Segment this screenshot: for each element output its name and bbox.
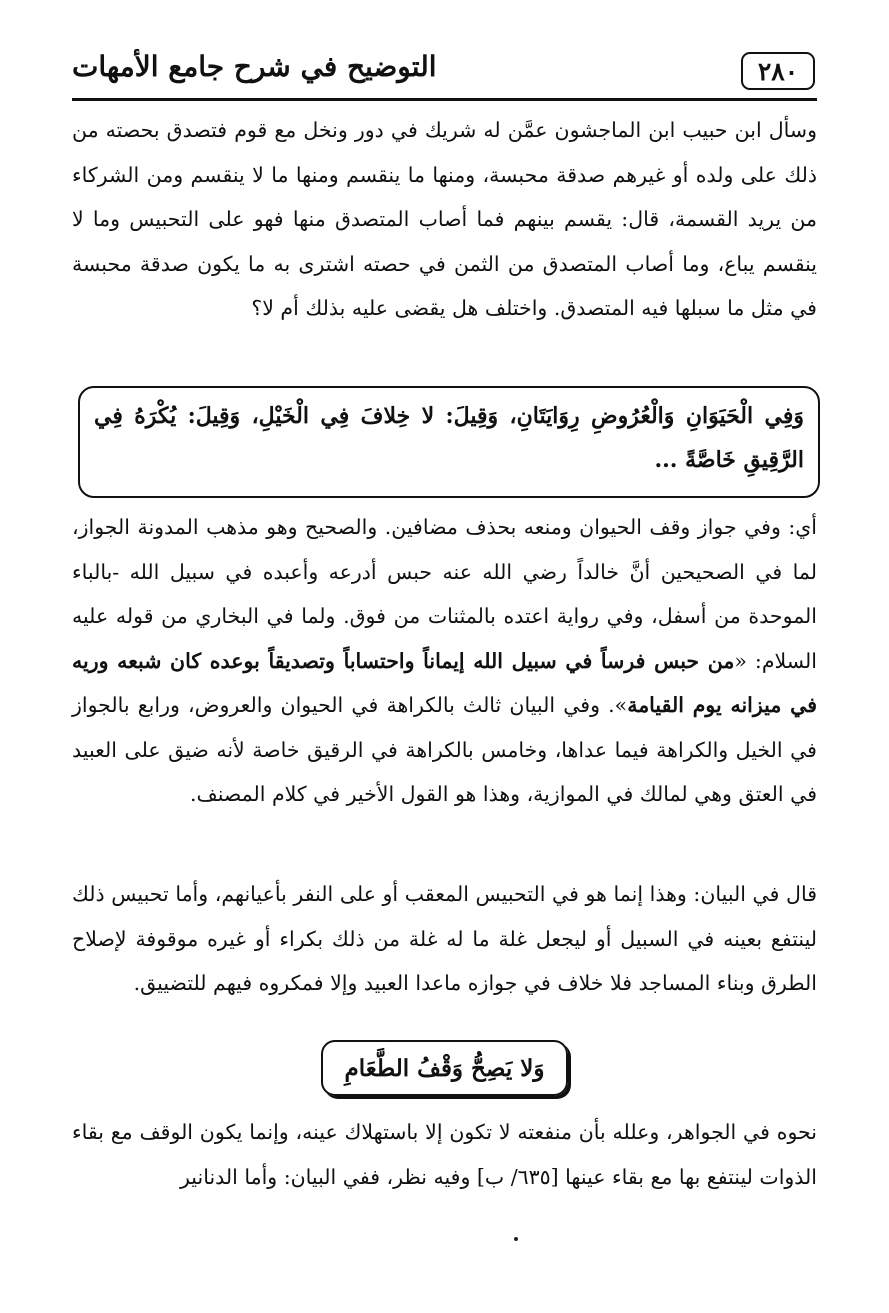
paragraph-1 (72, 108, 817, 331)
page-number-box (741, 52, 815, 90)
paragraph-2-text (72, 505, 817, 817)
running-title: التوضيح في شرح جامع الأمهات (72, 50, 437, 83)
matn-box (78, 386, 820, 498)
paragraph-2 (72, 505, 817, 817)
hadith-quote: من حبس فرساً في سبيل الله إيماناً واحتساباً وتصديقاً بوعده كان شبعه وريه في ميزانه يوم القيامة (72, 648, 817, 717)
page-number: ٢٨٠ (757, 56, 799, 86)
paragraph-2-part-1: أي: وفي جواز وقف الحيوان ومنعه بحذف مضافين. والصحيح وهو مذهب المدونة الجواز، لما في الصحيحين أنَّ خالداً رضي الله عنه حبس أدرعه وأعبده في سبيل الله -بالباء الموحدة من أسفل، وفي رواية اعتده بالمثنات من فوق. ولما في البخاري من قوله عليه السلام: « (72, 515, 817, 673)
matn-text: وَفِي الْحَيَوَانِ وَالْعُرُوضِ رِوَايَتَانِ، وَقِيلَ: لا خِلافَ فِي الْخَيْلِ، وَقِيلَ: يُكْرَهُ فِي الرَّقِيقِ خَاصَّةً ... (94, 403, 804, 473)
paragraph-4-text: نحوه في الجواهر، وعلله بأن منفعته لا تكون إلا باستهلاك عينه، وإنما يكون الوقف مع بقاء الذوات لينتفع بها مع بقاء عينها [٦٣٥/ ب] وفيه نظر، ففي البيان: وأما الدنانير (72, 1120, 817, 1189)
stray-dot (514, 1237, 518, 1241)
page-header (72, 44, 817, 100)
paragraph-3-text: قال في البيان: وهذا إنما هو في التحبيس المعقب أو على النفر بأعيانهم، وأما تحبيس ذلك لينتفع بعينه في السبيل أو ليجعل غلة ما له غلة من ذلك بكراء أو غيره موقوفة لإصلاح الطرق وبناء المساجد فلا خلاف في جوازه ماعدا العبيد وإلا فمكروه فيهم للتضييق. (72, 882, 817, 995)
section-heading-box (321, 1040, 569, 1096)
paragraph-4 (72, 1110, 817, 1199)
section-heading-wrap (0, 1040, 889, 1100)
section-heading: وَلا يَصِحُّ وَقْفُ الطَّعَامِ (344, 1054, 545, 1082)
paragraph-2-part-2: ». وفي البيان ثالث بالكراهة في الحيوان والعروض، ورابع بالجواز في الخيل والكراهة فيما عداها، وخامس بالكراهة في الرقيق خاصة لأنه ضيق على العبيد في العتق وهي لمالك في الموازية، وهذا هو القول الأخير في كلام المصنف. (72, 693, 817, 806)
paragraph-1-text: وسأل ابن حبيب ابن الماجشون عمَّن له شريك في دور ونخل مع قوم فتصدق بحصته من ذلك على ولده أو غيرهم صدقة محبسة، ومنها ما ينقسم ومنها ما لا ينقسم ومن الشركاء من يريد القسمة، قال: يقسم بينهم فما أصاب المتصدق منها فهو على التحبيس وما لا ينقسم يباع، وما أصاب المتصدق من الثمن في حصته اشترى به ما يكون صدقة محبسة في مثل ما سبلها فيه المتصدق. واختلف هل يقضى عليه بذلك أم لا؟ (72, 118, 817, 320)
paragraph-3 (72, 872, 817, 1006)
header-rule (72, 98, 817, 101)
